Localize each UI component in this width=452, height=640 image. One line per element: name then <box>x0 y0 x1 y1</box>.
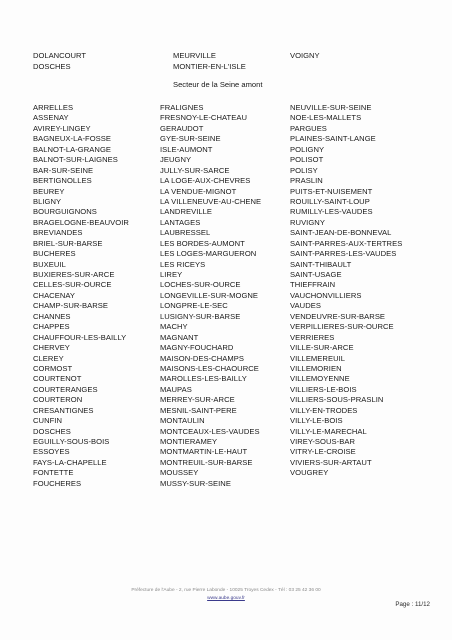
commune-name: CHERVEY <box>33 343 70 353</box>
top-commune-column-3 <box>290 51 320 62</box>
commune-name: CLEREY <box>33 353 64 363</box>
commune-name: VIVIERS-SUR-ARTAUT <box>290 457 372 467</box>
commune-name: CHAPPES <box>33 322 70 332</box>
commune-name: EGUILLY-SOUS-BOIS <box>33 437 110 446</box>
commune-name: DOSCHES <box>33 61 71 71</box>
commune-name: ESSOYES <box>33 447 70 457</box>
commune-name: MONTCEAUX-LES-VAUDES <box>160 426 260 436</box>
commune-name: MONTMARTIN-LE-HAUT <box>160 447 248 457</box>
commune-name: FRESNOY-LE-CHATEAU <box>160 113 247 123</box>
commune-name: FRALIGNES <box>160 103 204 112</box>
commune-name: VOIGNY <box>290 51 320 60</box>
commune-name: LES RICEYS <box>160 259 206 269</box>
commune-name: LOCHES-SUR-OURCE <box>160 280 241 290</box>
commune-name: BRAGELOGNE-BEAUVOIR <box>33 217 129 227</box>
commune-name: BALNOT-LA-GRANGE <box>33 144 112 154</box>
commune-name: JEUGNY <box>160 155 192 165</box>
commune-name: CELLES-SUR-OURCE <box>33 280 112 290</box>
commune-name: VAUCHONVILLIERS <box>290 290 362 300</box>
commune-name: PARGUES <box>290 123 327 133</box>
commune-name: COURTENOT <box>33 374 82 384</box>
commune-name: PLAINES-SAINT-LANGE <box>290 134 376 144</box>
commune-name: COURTERON <box>33 395 83 405</box>
commune-name: VILLY-EN-TRODES <box>290 405 358 415</box>
commune-name: MAGNANT <box>160 332 199 342</box>
commune-name: VILLIERS-LE-BOIS <box>290 384 357 394</box>
commune-name: CHACENAY <box>33 290 76 300</box>
commune-name: VITRY-LE-CROISE <box>290 447 356 457</box>
commune-name: MAISONS-LES-CHAOURCE <box>160 363 259 373</box>
commune-name: MAUPAS <box>160 384 192 394</box>
commune-name: DOLANCOURT <box>33 51 87 60</box>
commune-name: BOURGUIGNONS <box>33 207 97 217</box>
commune-name: THIEFFRAIN <box>290 280 336 290</box>
commune-name: BUXIERES-SUR-ARCE <box>33 270 115 279</box>
commune-name: RUMILLY-LES-VAUDES <box>290 207 373 217</box>
commune-name: PUITS-ET-NUISEMENT <box>290 186 373 196</box>
commune-name: VILLY-LE-MARECHAL <box>290 426 367 436</box>
commune-name: LANDREVILLE <box>160 207 213 217</box>
commune-name: FONTETTE <box>33 468 74 478</box>
commune-name: MONTIER-EN-L'ISLE <box>173 61 246 71</box>
commune-name: MESNIL-SAINT-PERE <box>160 405 237 415</box>
commune-name: BEUREY <box>33 186 65 196</box>
commune-name: NEUVILLE-SUR-SEINE <box>290 103 372 112</box>
commune-name: BERTIGNOLLES <box>33 176 92 186</box>
commune-name: SAINT-USAGE <box>290 270 342 279</box>
commune-name: BUCHERES <box>33 249 76 259</box>
commune-name: GERAUDOT <box>160 123 204 133</box>
commune-name: ARRELLES <box>33 103 74 112</box>
commune-name: BAGNEUX-LA-FOSSE <box>33 134 112 144</box>
commune-name: VILLIERS-SOUS-PRASLIN <box>290 395 384 405</box>
commune-name: MONTIERAMEY <box>160 437 218 446</box>
commune-name: AVIREY-LINGEY <box>33 123 91 133</box>
commune-name: BRIEL-SUR-BARSE <box>33 238 103 248</box>
commune-name: LAUBRESSEL <box>160 228 211 238</box>
commune-name: LA VILLENEUVE-AU-CHENE <box>160 196 262 206</box>
commune-name: LONGEVILLE-SUR-MOGNE <box>160 290 259 300</box>
footer-website-link[interactable]: www.aube.gouv.fr <box>207 596 245 601</box>
commune-name: CUNFIN <box>33 416 62 426</box>
commune-name: SAINT-PARRES-AUX-TERTRES <box>290 238 403 248</box>
commune-name: ROUILLY-SAINT-LOUP <box>290 196 370 206</box>
commune-name: CHAMP-SUR-BARSE <box>33 301 109 311</box>
commune-name: BREVIANDES <box>33 228 83 238</box>
commune-name: VILLEMORIEN <box>290 363 342 373</box>
commune-name: SAINT-THIBAULT <box>290 259 352 269</box>
commune-name: VILLEMEREUIL <box>290 353 346 363</box>
commune-name: ISLE-AUMONT <box>160 144 213 154</box>
commune-name: POLISOT <box>290 155 324 165</box>
commune-name: ASSENAY <box>33 113 69 123</box>
commune-name: PRASLIN <box>290 176 323 186</box>
commune-name: CRESANTIGNES <box>33 405 94 415</box>
commune-column-3 <box>290 103 402 479</box>
commune-name: MAGNY-FOUCHARD <box>160 343 234 353</box>
commune-name: VILLE-SUR-ARCE <box>290 343 354 353</box>
commune-name: SAINT-JEAN-DE-BONNEVAL <box>290 228 392 238</box>
commune-name: VAUDES <box>290 301 321 311</box>
commune-name: LES BORDES-AUMONT <box>160 238 245 248</box>
commune-name: BLIGNY <box>33 196 62 206</box>
commune-name: MACHY <box>160 322 188 332</box>
commune-name: NOE-LES-MALLETS <box>290 113 362 123</box>
commune-column-2 <box>160 103 261 489</box>
commune-name: GYE-SUR-SEINE <box>160 134 221 144</box>
commune-name: CHANNES <box>33 311 71 321</box>
footer-address: Préfecture de l'Aube - 2, rue Pierre Labonde - 10025 Troyes Cedex - Tél : 03 25 42 36 00 <box>131 588 321 593</box>
commune-name: MERREY-SUR-ARCE <box>160 395 235 405</box>
commune-name: DOSCHES <box>33 426 71 436</box>
commune-name: VENDEUVRE-SUR-BARSE <box>290 311 386 321</box>
commune-name: POLISY <box>290 165 318 175</box>
commune-name: LANTAGES <box>160 217 201 227</box>
commune-name: VILLY-LE-BOIS <box>290 416 343 426</box>
commune-name: LA VENDUE-MIGNOT <box>160 186 237 196</box>
commune-name: MAISON-DES-CHAMPS <box>160 353 244 363</box>
commune-name: FAYS-LA-CHAPELLE <box>33 457 107 467</box>
commune-name: BALNOT-SUR-LAIGNES <box>33 155 118 165</box>
commune-name: JULLY-SUR-SARCE <box>160 165 230 175</box>
commune-name: LONGPRE-LE-SEC <box>160 301 228 311</box>
commune-name: SAINT-PARRES-LES-VAUDES <box>290 249 397 259</box>
commune-name: VILLEMOYENNE <box>290 374 350 384</box>
commune-name: LUSIGNY-SUR-BARSE <box>160 311 241 321</box>
commune-name: CHAUFFOUR-LES-BAILLY <box>33 332 127 342</box>
commune-name: LIREY <box>160 270 183 279</box>
top-commune-column-2 <box>173 51 246 72</box>
commune-name: LA LOGE-AUX-CHEVRES <box>160 176 251 186</box>
page-number: Page : 11/12 <box>395 601 430 608</box>
section-heading: Secteur de la Seine amont <box>173 80 263 89</box>
commune-name: MONTREUIL-SUR-BARSE <box>160 457 253 467</box>
top-commune-column-1 <box>33 51 86 72</box>
commune-name: VOUGREY <box>290 468 329 478</box>
commune-name: MAROLLES-LES-BAILLY <box>160 374 247 384</box>
commune-name: VERPILLIERES-SUR-OURCE <box>290 322 394 332</box>
commune-name: CORMOST <box>33 363 73 373</box>
commune-name: RUVIGNY <box>290 217 325 227</box>
commune-name: BAR-SUR-SEINE <box>33 165 94 175</box>
commune-name: MEURVILLE <box>173 51 216 60</box>
commune-name: COURTERANGES <box>33 384 98 394</box>
commune-name: BUXEUIL <box>33 259 66 269</box>
commune-name: VERRIERES <box>290 332 335 342</box>
commune-name: FOUCHERES <box>33 478 82 488</box>
commune-name: VIREY-SOUS-BAR <box>290 437 355 446</box>
commune-name: MUSSY-SUR-SEINE <box>160 478 231 488</box>
commune-name: POLIGNY <box>290 144 325 154</box>
commune-name: LES LOGES-MARGUERON <box>160 249 257 259</box>
commune-name: MOUSSEY <box>160 468 199 478</box>
commune-name: MONTAULIN <box>160 416 205 426</box>
commune-column-1 <box>33 103 129 489</box>
